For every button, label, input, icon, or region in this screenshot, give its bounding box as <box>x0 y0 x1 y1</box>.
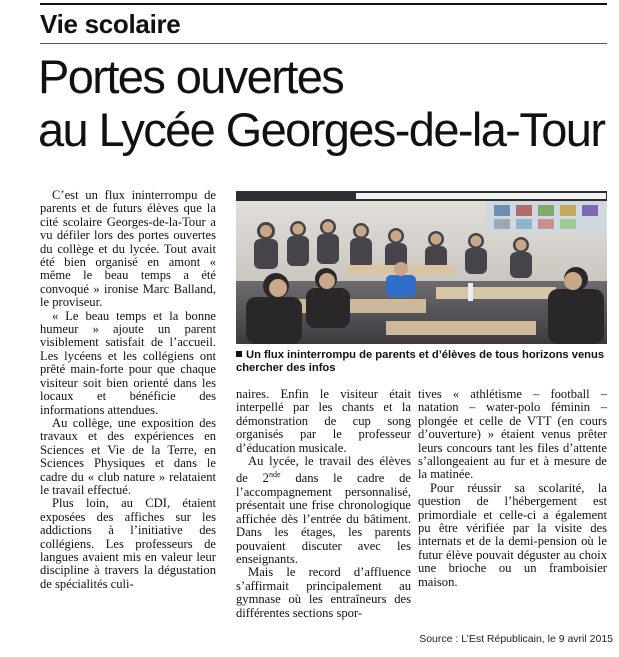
paragraph: tives « athlétisme – football – natation – water-polo féminin – plongée et celle de VTT (en cours d’ouverture) » étaient venus prêter leurs concours tant les files d’attente s’allongeaient au fur et à mesure de la matinée. <box>418 387 607 482</box>
source-credit: Source : L’Est Républicain, le 9 avril 2015 <box>419 633 613 645</box>
classroom-photo-illustration <box>236 191 607 344</box>
caption-bullet-icon <box>236 351 242 357</box>
news-photo <box>236 191 607 344</box>
headline-line-2: au Lycée Georges-de-la-Tour <box>38 103 605 156</box>
caption-text: Un flux ininterrompu de parents et d’élèves de tous horizons venus chercher des infos <box>236 349 605 374</box>
paragraph: Plus loin, au CDI, étaient exposées des affiches sur les addictions à l’initiative des collégiens. Les professeurs de langues avaient mis en valeur leur discipline à travers la dégustation de spécialités culi- <box>40 496 216 591</box>
paragraph-start: Au lycée, le travail des élèves de 2 <box>236 454 411 486</box>
paragraph-rest: dans le cadre de l’accompagnement personnalisé, présentait une frise chronologique affichée dès l’entrée du bâtiment. Dans les étages, les parents pouvaient discuter avec les enseignants. <box>236 471 411 567</box>
paragraph: C’est un flux ininterrompu de parents et de futurs élèves que la cité scolaire Georges-de-la-Tour a vu défiler lors des portes ouvertes du collège et du lycée. Tout avait été bien organisé en amont « même le beau temps a été convoqué » ironise Marc Balland, le proviseur. <box>40 188 216 310</box>
paragraph: Mais le record d’affluence s’affirmait principalement au gymnase où les entraîneurs des différentes sections spor- <box>236 565 411 620</box>
top-rule <box>40 3 607 5</box>
photo-caption <box>236 349 607 375</box>
paragraph: Pour réussir sa scolarité, la question de l’hébergement est primordiale et celle-ci a également pu être vérifiée par la visite des internats et de la demi-pension où le futur élève pouvait déguster au choix une brioche ou un framboisier maison. <box>418 480 607 589</box>
paragraph <box>236 455 411 566</box>
headline <box>38 50 613 156</box>
article-column-3 <box>418 388 607 589</box>
paragraph: naires. Enfin le visiteur était interpellé par les chants et la démonstration de cup song organisés par le professeur d’éducation musicale. <box>236 387 411 455</box>
article-column-1 <box>40 189 216 591</box>
paragraph: Au collège, une exposition des travaux et des expériences en Sciences et Vie de la Terre, en Sciences Physiques et dans le cadre du « club nature » relataient le travail effectué. <box>40 415 216 497</box>
rubric-divider <box>40 43 607 44</box>
article-column-2 <box>236 388 411 620</box>
ordinal-superscript: nde <box>268 470 281 480</box>
paragraph: « Le beau temps et la bonne humeur » ajoute un parent visiblement satisfait de l’accueil. Les lycéens et les collégiens ont prêté main-forte pour que chaque visiteur soit bien orienté dans les locaux et bénéficie des informations attendues. <box>40 308 216 417</box>
section-rubric: Vie scolaire <box>40 9 181 39</box>
headline-line-1: Portes ouvertes <box>38 50 344 103</box>
